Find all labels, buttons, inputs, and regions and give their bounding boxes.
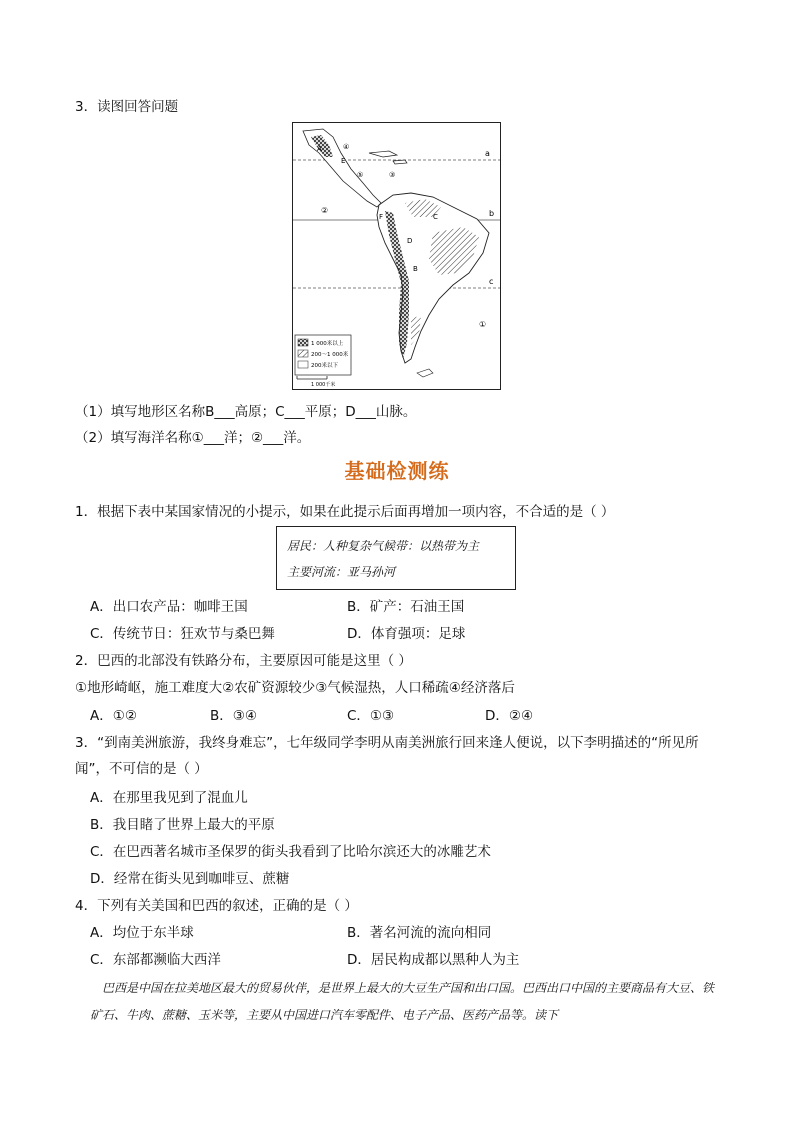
q4-option-c[interactable]: C．东部都濒临大西洋 [90, 952, 221, 968]
q3-option-c[interactable]: C．在巴西著名城市圣保罗的街头我看到了比哈尔滨还大的冰雕艺术 [90, 844, 491, 860]
q1-hint-box [276, 526, 516, 590]
map-ocean-2: ② [321, 206, 329, 215]
q1-option-b[interactable]: B．矿产：石油王国 [347, 599, 465, 615]
q3-option-d[interactable]: D．经常在街头见到咖啡豆、蔗糖 [90, 871, 290, 887]
q3-stem-line-1: 3．“到南美洲旅游，我终身难忘”，七年级同学李明从南美洲旅行回来逢人便说，以下李明描述的“所见所 [75, 735, 699, 751]
legend-mid: 200～1 000米 [311, 352, 349, 358]
q4-option-d[interactable]: D．居民构成都以黑种人为主 [347, 952, 520, 968]
q3-option-a[interactable]: A．在那里我见到了混血儿 [90, 790, 248, 806]
q4-option-b[interactable]: B．著名河流的流向相同 [347, 925, 492, 941]
q1-hint-line-1: 居民：人种复杂气候带：以热带为主 [287, 539, 480, 553]
map-ocean-4: ④ [343, 143, 350, 151]
q4-option-a[interactable]: A．均位于东半球 [90, 925, 194, 941]
q1-option-a[interactable]: A．出口农产品：咖啡王国 [90, 599, 248, 615]
q1-stem: 1．根据下表中某国家情况的小提示，如果在此提示后面再增加一项内容，不合适的是（ ） [75, 504, 615, 520]
q1-option-d[interactable]: D．体育强项：足球 [347, 626, 466, 642]
map-ocean-3: ③ [389, 171, 396, 179]
q3-stem-line-2: 闻”，不可信的是（ ） [75, 761, 208, 777]
question-3-part-2: （2）填写海洋名称①___洋；②___洋。 [75, 430, 311, 446]
map-label-F: F [379, 213, 384, 221]
question-3-title: 3．读图回答问题 [75, 99, 179, 115]
map-graphic [293, 123, 500, 389]
q2-option-a[interactable]: A．①② [90, 708, 137, 724]
south-america-map [292, 122, 501, 390]
q2-option-d[interactable]: D．②④ [485, 708, 534, 724]
q2-choices: ①地形崎岖，施工难度大②农矿资源较少③气候湿热，人口稀疏④经济落后 [75, 680, 515, 696]
map-scale: 1 000千米 [311, 382, 336, 388]
q1-hint-line-2: 主要河流：亚马孙河 [287, 565, 396, 579]
map-line-label-c: c [489, 277, 494, 286]
map-ocean-1: ① [479, 320, 487, 329]
q2-option-c[interactable]: C．①③ [347, 708, 395, 724]
map-line-label-a: a [485, 149, 490, 158]
q2-stem: 2．巴西的北部没有铁路分布，主要原因可能是这里（ ） [75, 653, 412, 669]
map-ocean-5: ⑤ [357, 171, 364, 179]
q4-stem: 4．下列有关美国和巴西的叙述，正确的是（ ） [75, 898, 358, 914]
q2-option-b[interactable]: B．③④ [210, 708, 257, 724]
reading-passage: 巴西是中国在拉美地区最大的贸易伙伴，是世界上最大的大豆生产国和出口国。巴西出口中国的主要商品有大豆、铁矿石、牛肉、蔗糖、玉米等，主要从中国进口汽车零配件、电子产品、医药产品等。读下 [90, 981, 715, 1022]
map-label-B: B [413, 265, 418, 273]
legend-high: 1 000米以上 [311, 341, 344, 347]
q3-option-b[interactable]: B．我目睹了世界上最大的平原 [90, 817, 275, 833]
legend-low: 200米以下 [311, 363, 338, 369]
question-3-part-1: （1）填写地形区名称B___高原；C___平原；D___山脉。 [75, 404, 417, 420]
map-label-D: D [407, 237, 413, 245]
section-title: 基础检测练 [344, 459, 450, 483]
map-label-C: C [433, 213, 438, 221]
map-label-E: E [341, 157, 346, 165]
map-label-A: A [317, 145, 322, 153]
q1-option-c[interactable]: C．传统节日：狂欢节与桑巴舞 [90, 626, 275, 642]
map-line-label-b: b [489, 209, 495, 218]
